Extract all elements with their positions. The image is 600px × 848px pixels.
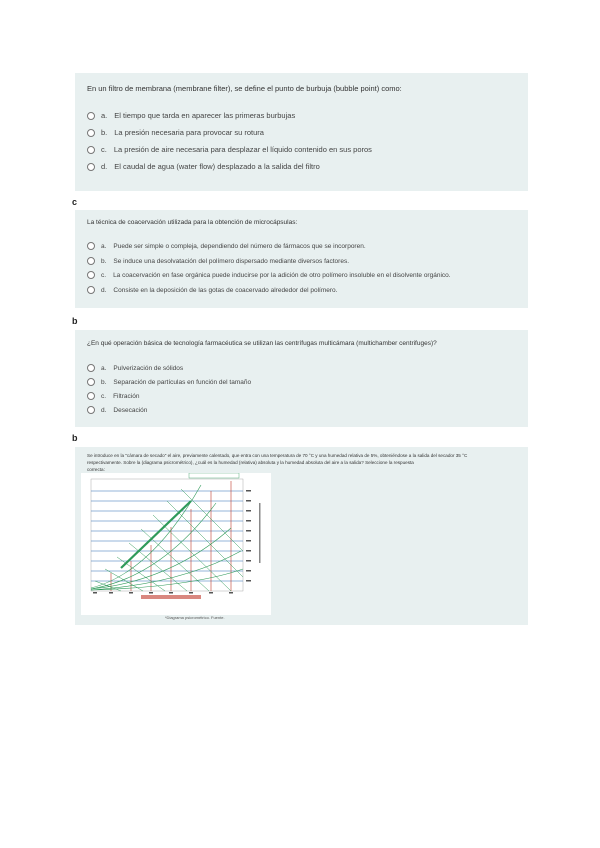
option-text: Filtración xyxy=(113,392,140,400)
top-label-box xyxy=(189,473,239,478)
option-text: El tiempo que tarda en aparecer las primeras burbujas xyxy=(114,111,296,120)
question-text: ¿En qué operación básica de tecnología farmacéutica se utilizan las centrífugas multicámara (multichamber centrifuges)? xyxy=(87,340,437,347)
option-letter: b. xyxy=(101,378,107,386)
option-letter: b. xyxy=(101,257,107,265)
option-d[interactable] xyxy=(87,286,337,294)
option-c[interactable] xyxy=(87,392,139,400)
question-text-line: respectivamente. Sobre la (diagrama psicrométrico), ¿cuál es la humedad (relativa) absoluta y la humedad absoluta del aire a la salida? Seleccione la respuesta xyxy=(87,460,414,465)
option-c[interactable] xyxy=(87,271,451,279)
option-a[interactable] xyxy=(87,111,295,120)
option-text: Desecación xyxy=(113,406,148,414)
x-axis-ticks xyxy=(93,592,233,594)
question-card-4 xyxy=(75,447,528,625)
option-letter: c. xyxy=(101,392,107,400)
question-text: En un filtro de membrana (membrane filter), se define el punto de burbuja (bubble point) como: xyxy=(87,84,402,93)
option-text: Consiste en la deposición de las gotas de coacervado alrededor del polímero. xyxy=(113,286,338,294)
option-text: Puede ser simple o compleja, dependiendo del número de fármacos que se incorporen. xyxy=(113,242,366,250)
option-text: La presión necesaria para provocar su rotura xyxy=(114,128,264,137)
humidity-lines xyxy=(91,491,243,581)
question-text-line: Se introduce en la "cámara de secado" el aire, previamente calentado, que entra con una temperatura de 70 °C y una humedad relativa de 5%, obteniéndose a la salida del secador 35 °C xyxy=(87,453,468,458)
radio-button[interactable] xyxy=(87,406,95,414)
radio-button[interactable] xyxy=(87,242,95,250)
radio-button[interactable] xyxy=(87,286,95,294)
answer-label: b xyxy=(72,433,78,443)
option-letter: a. xyxy=(101,364,107,372)
question-text-line: correcta: xyxy=(87,467,105,472)
option-a[interactable] xyxy=(87,242,366,250)
question-card-2 xyxy=(75,210,528,308)
chart-caption: *Diagrama psicrométrico. Fuente. xyxy=(165,615,225,620)
question-text: La técnica de coacervación utilizada para la obtención de microcápsulas: xyxy=(87,219,298,226)
option-b[interactable] xyxy=(87,378,251,386)
answer-label: c xyxy=(72,197,78,207)
radio-button[interactable] xyxy=(87,271,95,279)
y-axis-ticks xyxy=(246,490,251,582)
radio-button[interactable] xyxy=(87,112,95,120)
x-axis-title-strip xyxy=(141,595,201,599)
option-c[interactable] xyxy=(87,145,372,154)
radio-button[interactable] xyxy=(87,129,95,137)
option-letter: c. xyxy=(101,271,107,279)
option-text: Se induce una desolvatación del polímero dispersado mediante diversos factores. xyxy=(113,257,350,265)
question-card-3 xyxy=(75,330,528,427)
option-letter: d. xyxy=(101,286,107,294)
option-a[interactable] xyxy=(87,364,183,372)
option-letter: d. xyxy=(101,162,108,171)
psychrometric-chart-svg xyxy=(81,473,271,608)
temperature-lines xyxy=(111,481,231,591)
radio-button[interactable] xyxy=(87,364,95,372)
option-letter: c. xyxy=(101,145,107,154)
option-letter: b. xyxy=(101,128,108,137)
option-d[interactable] xyxy=(87,406,147,414)
option-text: La presión de aire necesaria para desplazar el líquido contenido en sus poros xyxy=(113,145,372,154)
option-b[interactable] xyxy=(87,128,264,137)
radio-button[interactable] xyxy=(87,163,95,171)
option-b[interactable] xyxy=(87,257,349,265)
option-text: La coacervación en fase orgánica puede inducirse por la adición de otro polímero insoluble en el disolvente orgánico. xyxy=(113,271,451,279)
radio-button[interactable] xyxy=(87,392,95,400)
option-text: El caudal de agua (water flow) desplazado a la salida del filtro xyxy=(114,162,320,171)
option-letter: a. xyxy=(101,242,107,250)
question-card-1 xyxy=(75,73,528,191)
option-d[interactable] xyxy=(87,162,320,171)
psychrometric-chart xyxy=(81,473,271,620)
radio-button[interactable] xyxy=(87,146,95,154)
option-letter: d. xyxy=(101,406,107,414)
answer-label: b xyxy=(72,316,78,326)
option-text: Separación de partículas en función del tamaño xyxy=(113,378,252,386)
y-axis-title-strip xyxy=(259,503,261,563)
option-letter: a. xyxy=(101,111,108,120)
radio-button[interactable] xyxy=(87,257,95,265)
radio-button[interactable] xyxy=(87,378,95,386)
option-text: Pulverización de sólidos xyxy=(113,364,184,372)
